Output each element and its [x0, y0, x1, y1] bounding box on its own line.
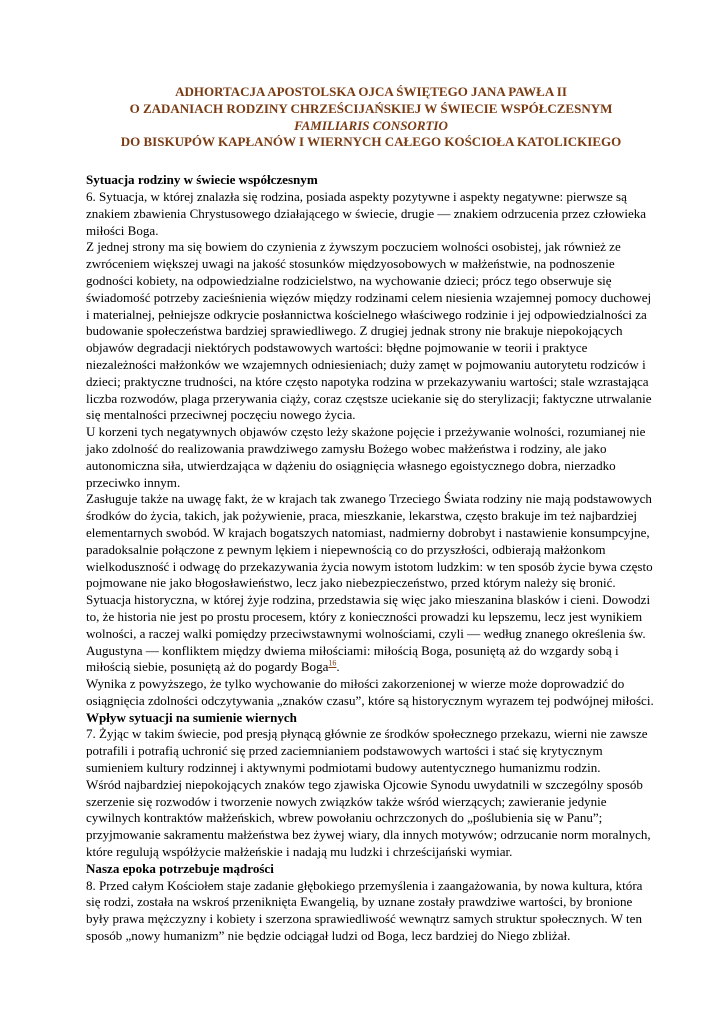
title-line-1: ADHORTACJA APOSTOLSKA OJCA ŚWIĘTEGO JANA PAWŁA II [175, 84, 567, 99]
document-page [86, 84, 656, 945]
paragraph: 8. Przed całym Kościołem staje zadanie głębokiego przemyślenia i zaangażowania, by nowa kultura, która się rodzi, została na wskroś przeniknięta Ewangelią, by uznane zostały prawdziwe wartości, by bronione były prawa mężczyzny i kobiety i szerzona sprawiedliwość wewnątrz samych struktur społecznych. W ten sposób „nowy humanizm” nie będzie odciągał ludzi od Boga, lecz bardziej do Niego zbliżał. [86, 877, 643, 944]
document-body [86, 172, 656, 945]
section-heading-1: Sytuacja rodziny w świecie współczesnym [86, 172, 318, 188]
title-line-4: DO BISKUPÓW KAPŁANÓW I WIERNYCH CAŁEGO KOŚCIOŁA KATOLICKIEGO [120, 134, 622, 150]
title-line-3: FAMILIARIS CONSORTIO [294, 117, 448, 133]
paragraph: Wśród najbardziej niepokojących znaków tego zjawiska Ojcowie Synodu uwydatnili w szczególny sposób szerzenie się rozwodów i tworzenie nowych związków także wśród wierzących; zawieranie jedynie cywilnych kontraktów małżeńskich, wbrew powołaniu ochrzczonych do „poślubienia się w Panu”; przyjmowanie sakramentu małżeństwa bez żywej wiary, dla innych motywów; odrzucanie norm moralnych, które regulują współżycie małżeńskie i nadają mu ludzki i chrześcijański wymiar. [86, 776, 651, 860]
paragraph-end: . [336, 659, 340, 675]
paragraph: Z jednej strony ma się bowiem do czynienia z żywszym poczuciem wolności osobistej, jak również ze zwróceniem większej uwagi na jakość stosunków międzyosobowych w małżeństwie, na podnoszenie godności kobiety, na odpowiedzialne rodzicielstwo, na wychowanie dzieci; prócz tego obserwuje się świadomość potrzeby zacieśnienia więzów między rodzinami celem niesienia wzajemnej pomocy duchowej i materialnej, pełniejsze odkrycie posłannictwa kościelnego właściwego rodzinie i jej odpowiedzialności za budowanie społeczeństwa bardziej sprawiedliwego. Z drugiej jednak strony nie brakuje niepokojących objawów degradacji niektórych podstawowych wartości: błędne pojmowanie w teorii i praktyce niezależności małżonków we wzajemnych odniesieniach; duży zamęt w pojmowaniu autorytetu rodziców i dzieci; praktyczne trudności, na które często napotyka rodzina w przekazywaniu wartości; stale wzrastająca liczba rozwodów, plaga przerywania ciąży, coraz częstsze uciekanie się do sterylizacji; faktyczne utrwalanie się mentalności przeciwnej poczęciu nowego życia. [86, 239, 652, 423]
paragraph: 7. Żyjąc w takim świecie, pod presją płynącą głównie ze środków społecznego przekazu, wierni nie zawsze potrafili i potrafią uchronić się przed zaciemnianiem podstawowych wartości i stać się krytycznym sumieniem kultury rodzinnej i aktywnymi podmiotami budowy autentycznego humanizmu rodzin. [86, 726, 648, 776]
paragraph: 6. Sytuacja, w której znalazła się rodzina, posiada aspekty pozytywne i aspekty negatywne: pierwsze są znakiem zbawienia Chrystusowego działającego w świecie, drugie — znakiem odrzucenia przez człowieka miłości Boga. [86, 188, 647, 238]
paragraph [86, 592, 656, 676]
section-heading-3: Nasza epoka potrzebuje mądrości [86, 860, 274, 876]
title-line-2: O ZADANIACH RODZINY CHRZEŚCIJAŃSKIEJ W ŚWIECIE WSPÓŁCZESNYM [129, 100, 613, 116]
paragraph-text: Sytuacja historyczna, w której żyje rodzina, przedstawia się więc jako mieszanina blasków i cieni. Dowodzi to, że historia nie jest po prostu procesem, który z konieczności prowadzi ku lepszemu, lecz jest wynikiem wolności, a raczej walki pomiędzy przeciwstawnymi wolnościami, czyli — według znanego określenia św. Augustyna — konfliktem między dwiema miłościami: miłością Boga, posuniętą aż do wzgardy sobą i miłością siebie, posuniętą aż do pogardy Boga [86, 592, 651, 675]
document-title [66, 84, 676, 151]
paragraph: Zasługuje także na uwagę fakt, że w krajach tak zwanego Trzeciego Świata rodziny nie mają podstawowych środków do życia, takich, jak pożywienie, praca, mieszkanie, lekarstwa, często brakuje im też najbardziej elementarnych swobód. W krajach bogatszych natomiast, nadmierny dobrobyt i nastawienie konsumpcyjne, paradoksalnie połączone z pewnym lękiem i niepewnością co do przyszłości, odbierają małżonkom wielkoduszność i odwagę do przekazywania życia nowym istotom ludzkim: w ten sposób życie bywa często pojmowane nie jako błogosławieństwo, lecz jako niebezpieczeństwo, przed którym należy się bronić. [86, 491, 653, 591]
paragraph: U korzeni tych negatywnych objawów często leży skażone pojęcie i przeżywanie wolności, rozumianej nie jako zdolność do realizowania prawdziwego zamysłu Bożego wobec małżeństwa i rodziny, ale jako autonomiczna siła, utwierdzająca w dążeniu do osiągnięcia własnego egoistycznego dobra, nierzadko przeciwko innym. [86, 424, 646, 490]
section-heading-2: Wpływ sytuacji na sumienie wiernych [86, 709, 297, 725]
footnote-link[interactable]: 16 [328, 658, 337, 668]
paragraph: Wynika z powyższego, że tylko wychowanie do miłości zakorzenionej w wierze może doprowadzić do osiągnięcia zdolności odczytywania „znaków czasu”, które są historycznym wyrazem tej podwójnej miłości. [86, 676, 654, 708]
